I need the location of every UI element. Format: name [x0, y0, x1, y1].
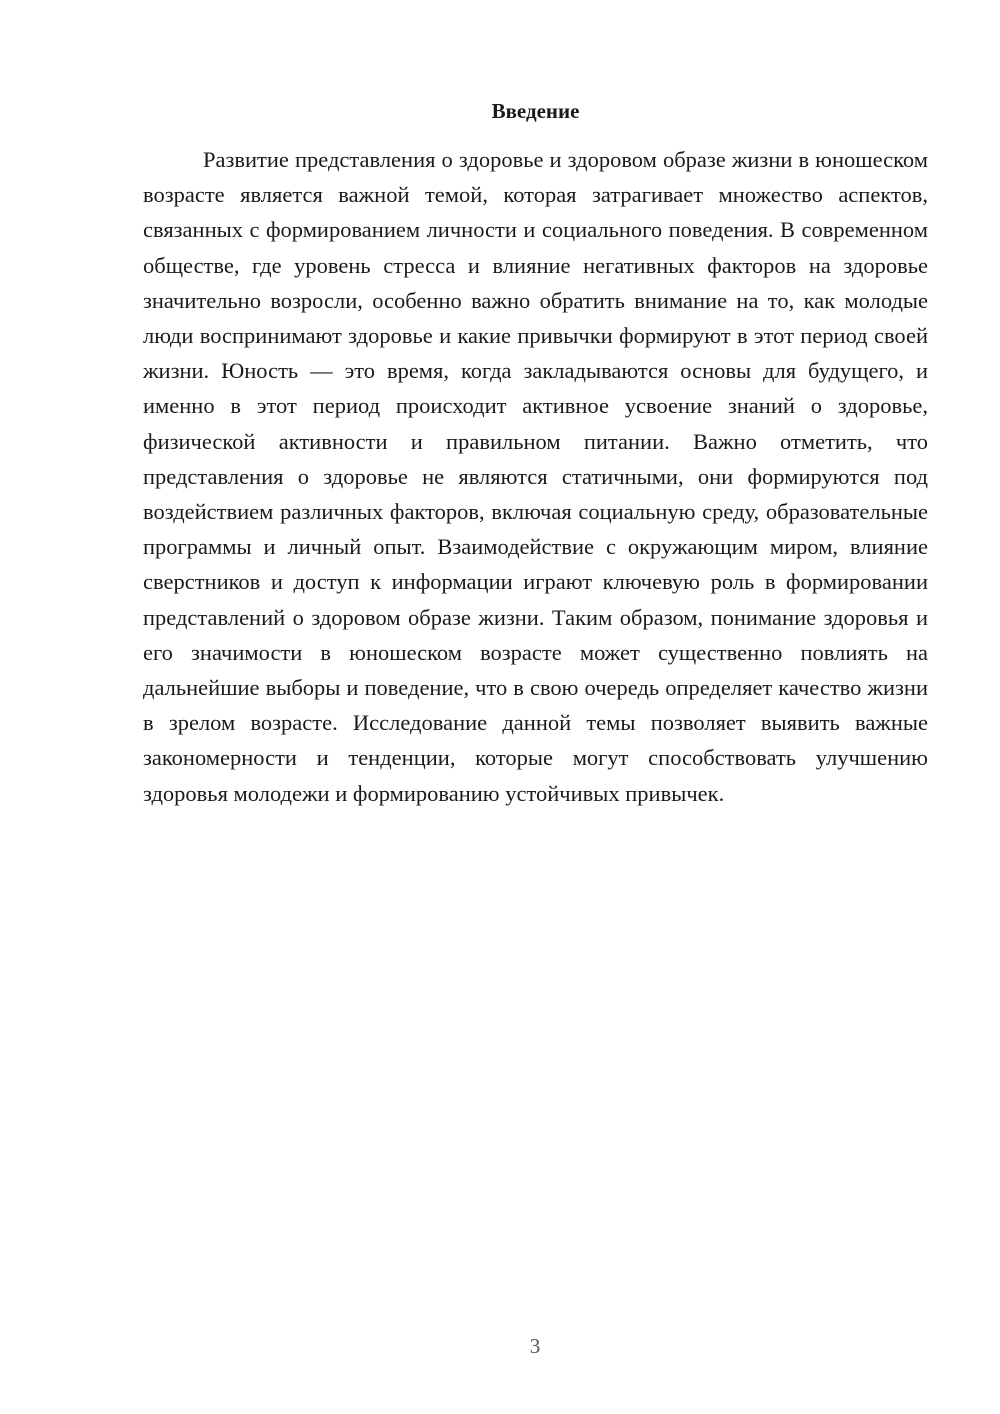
body-paragraph: Развитие представления о здоровье и здоровом образе жизни в юношеском возрасте является важной темой, которая затрагивает множество аспектов, связанных с формированием личности и социального поведения. В современном обществе, где уровень стресса и влияние негативных факторов на здоровье значительно возросли, особенно важно обратить внимание на то, как молодые люди воспринимают здоровье и какие привычки формируют в этот период своей жизни. Юность — это время, когда закладываются основы для будущего, и именно в этот период происходит активное усвоение знаний о здоровье, физической активности и правильном питании. Важно отметить, что представления о здоровье не являются статичными, они формируются под воздействием различных факторов, включая социальную среду, образовательные программы и личный опыт. Взаимодействие с окружающим миром, влияние сверстников и доступ к информации играют ключевую роль в формировании представлений о здоровом образе жизни. Таким образом, понимание здоровья и его значимости в юношеском возрасте может существенно повлиять на дальнейшие выборы и поведение, что в свою очередь определяет качество жизни в зрелом возрасте. Исследование данной темы позволяет выявить важные закономерности и тенденции, которые могут способствовать улучшению здоровья молодежи и формированию устойчивых привычек. — [143, 147, 928, 806]
page-number: 3 — [529, 1334, 541, 1358]
section-title: Введение — [491, 99, 580, 123]
